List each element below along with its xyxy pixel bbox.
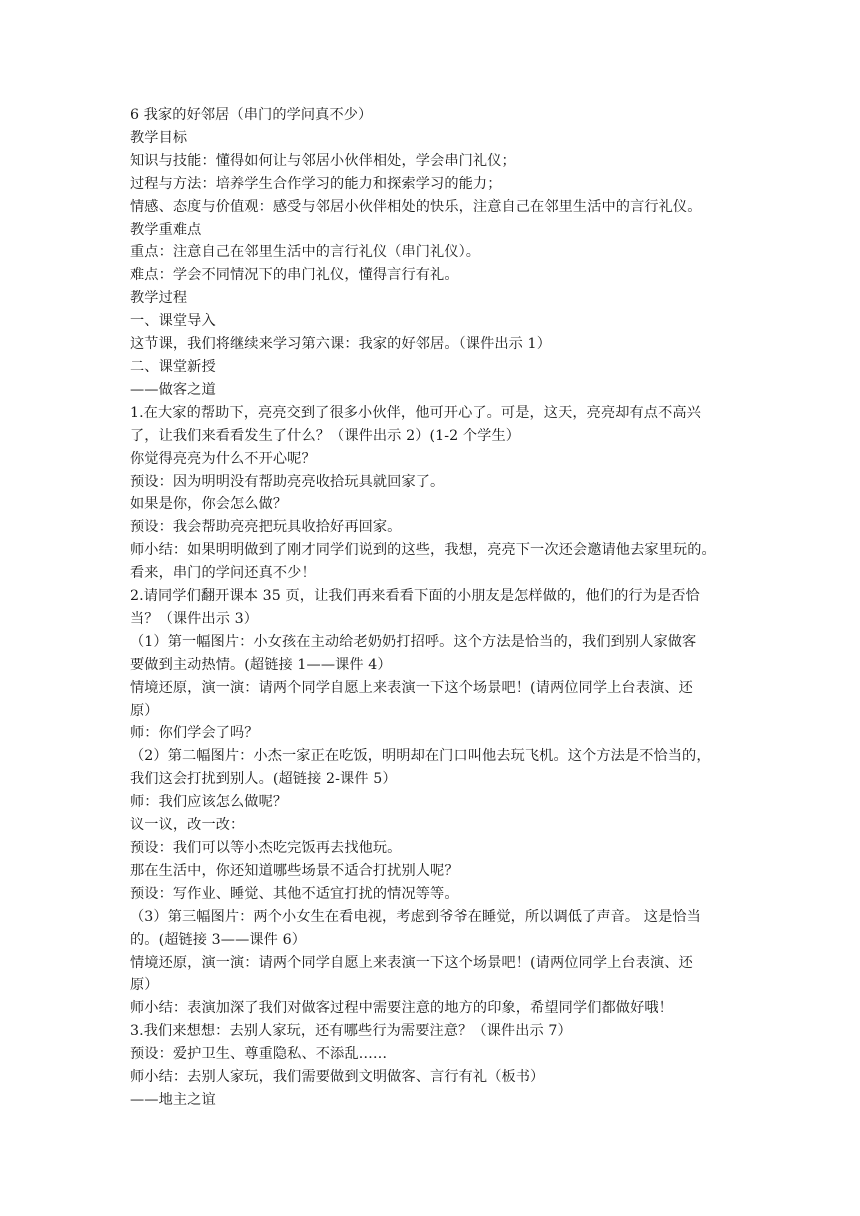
text-line: 过程与方法：培养学生合作学习的能力和探索学习的能力； bbox=[130, 175, 502, 192]
text-line: 师：你们学会了吗？ bbox=[130, 725, 259, 742]
text-line: 教学重难点 bbox=[130, 221, 202, 238]
text-line: 二、课堂新授 bbox=[130, 358, 216, 375]
text-line: 看来，串门的学问还真不少！ bbox=[130, 565, 316, 582]
text-line: （1）第一幅图片：小女孩在主动给老奶奶打招呼。这个方法是恰当的，我们到别人家做客 bbox=[130, 633, 697, 650]
text-line: 那在生活中，你还知道哪些场景不适合打扰别人呢？ bbox=[130, 862, 459, 879]
text-line: 预设：我们可以等小杰吃完饭再去找他玩。 bbox=[130, 840, 402, 856]
text-line: （2）第二幅图片：小杰一家正在吃饭，明明却在门口叫他去玩飞机。这个方法是不恰当的， bbox=[130, 748, 711, 765]
text-line: 当？（课件出示 3） bbox=[130, 610, 259, 627]
text-line: 6 我家的好邻居（串门的学问真不少） bbox=[130, 107, 373, 123]
text-line: 2.请同学们翻开课本 35 页，让我们再来看看下面的小朋友是怎样做的，他们的行为是否恰 bbox=[130, 588, 700, 605]
text-line: 原） bbox=[130, 977, 159, 994]
text-line: 知识与技能：懂得如何让与邻居小伙伴相处，学会串门礼仪； bbox=[130, 152, 516, 169]
text-line: 预设：我会帮助亮亮把玩具收拾好再回家。 bbox=[130, 519, 402, 536]
text-line: 教学过程 bbox=[130, 290, 188, 307]
text-line: 师：我们应该怎么做呢？ bbox=[130, 794, 288, 811]
text-line: 师小结：如果明明做到了刚才同学们说到的这些，我想，亮亮下一次还会邀请他去家里玩的。 bbox=[130, 542, 716, 559]
text-line: （3）第三幅图片：两个小女生在看电视，考虑到爷爷在睡觉，所以调低了声音。 这是恰当 bbox=[130, 908, 701, 925]
text-line: 预设：爱护卫生、尊重隐私、不添乱…… bbox=[130, 1046, 388, 1063]
text-line: 情境还原，演一演：请两个同学自愿上来表演一下这个场景吧！(请两位同学上台表演、还 bbox=[130, 679, 693, 696]
text-line: 的。(超链接 3——课件 6） bbox=[130, 931, 306, 948]
text-line: 重点：注意自己在邻里生活中的言行礼仪（串门礼仪）。 bbox=[130, 244, 481, 261]
text-line: 我们这会打扰到别人。(超链接 2-课件 5） bbox=[130, 771, 397, 788]
text-line: 如果是你，你会怎么做？ bbox=[130, 496, 288, 513]
text-line: 预设：写作业、睡觉、其他不适宜打扰的情况等等。 bbox=[130, 885, 459, 902]
text-line: 1.在大家的帮助下，亮亮交到了很多小伙伴，他可开心了。可是，这天，亮亮却有点不高兴 bbox=[130, 404, 701, 421]
text-line: 要做到主动热情。(超链接 1——课件 4） bbox=[130, 656, 392, 673]
text-line: 难点：学会不同情况下的串门礼仪，懂得言行有礼。 bbox=[130, 267, 459, 284]
text-line: 3.我们来想想：去别人家玩，还有哪些行为需要注意？（课件出示 7） bbox=[130, 1023, 572, 1040]
text-line: ——地主之谊 bbox=[130, 1091, 216, 1108]
text-line: 了，让我们来看看发生了什么？（课件出示 2）(1-2 个学生） bbox=[130, 427, 521, 444]
document-page bbox=[130, 104, 730, 1112]
text-line: 师小结：去别人家玩，我们需要做到文明做客、言行有礼（板书） bbox=[130, 1069, 545, 1086]
text-line: 情境还原，演一演：请两个同学自愿上来表演一下这个场景吧！(请两位同学上台表演、还 bbox=[130, 954, 693, 971]
text-line: 预设：因为明明没有帮助亮亮收拾玩具就回家了。 bbox=[130, 473, 445, 490]
text-line: 议一议，改一改： bbox=[130, 817, 245, 834]
text-line: 你觉得亮亮为什么不开心呢？ bbox=[130, 450, 316, 467]
text-line: ——做客之道 bbox=[130, 381, 216, 398]
text-line: 教学目标 bbox=[130, 129, 188, 146]
text-line: 师小结：表演加深了我们对做客过程中需要注意的地方的印象，希望同学们都做好哦！ bbox=[130, 1000, 673, 1017]
text-line: 情感、态度与价值观：感受与邻居小伙伴相处的快乐，注意自己在邻里生活中的言行礼仪。 bbox=[130, 198, 702, 215]
text-line: 一、课堂导入 bbox=[130, 313, 216, 330]
text-line: 原） bbox=[130, 702, 159, 719]
text-line: 这节课，我们将继续来学习第六课：我家的好邻居。（课件出示 1） bbox=[130, 336, 551, 353]
